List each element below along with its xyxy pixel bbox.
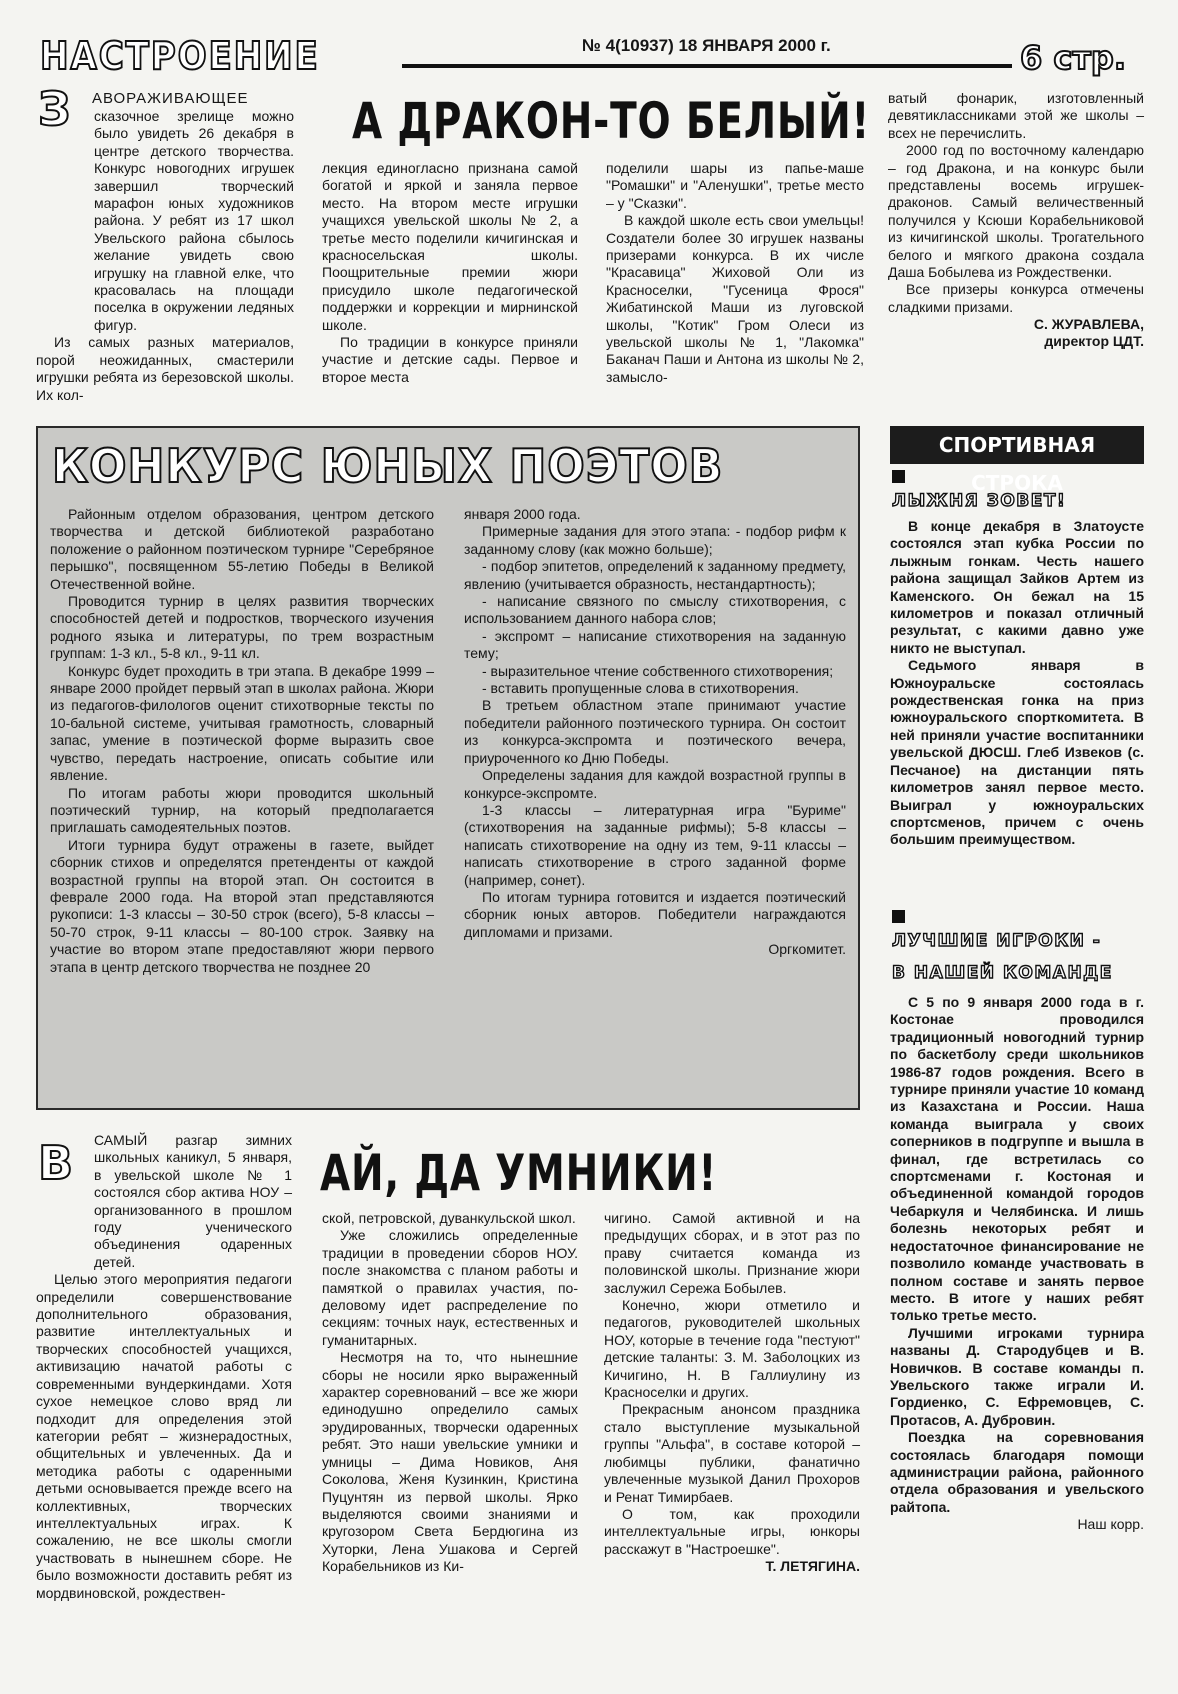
- dragon-col-1: [36, 108, 294, 404]
- paragraph: - вставить пропущенные слова в стихотворения.: [482, 680, 799, 697]
- paragraph: Лучшими игроками турнира названы Д. Стародубцев и В. Новичков. В составе команды п. Увельского также играли И. Гордиенко, С. Ефремовцев, С. Протасов, А. Дубровин.: [890, 1324, 1144, 1428]
- poets-col-1: [50, 506, 434, 976]
- dropcap: В: [38, 1136, 74, 1190]
- paragraph: Все призеры конкурса отмечены сладкими призами.: [888, 281, 1144, 315]
- dragon-col-4: [888, 90, 1144, 350]
- paragraph: - экспромт – написание стихотворения на заданную тему;: [464, 627, 846, 662]
- paragraph: января 2000 года.: [464, 506, 581, 522]
- paragraph: 1-3 классы – литературная игра "Буриме" (стихотворения на заданные рифмы); 5-8 классы – написать стихотворение на одну из тем, 9-11 классы – написать стихотворение в строго заданной форме (например, сонет).: [464, 801, 846, 888]
- sport-title-ski: ЛЫЖНЯ ЗОВЕТ!: [892, 491, 1067, 511]
- headline-smart: АЙ, ДА УМНИКИ!: [320, 1144, 718, 1202]
- paragraph: Конкурс будет проходить в три этапа. В декабре 1999 – январе 2000 пройдет первый этап в школах района. Жюри из педагогов-филологов оценит стихотворные тексты по 10-бальной системе, учитывая грамотность, словарный запас, умение в поэтической форме выразить свое чувство, передать настроение, описать событие или явление.: [50, 662, 434, 784]
- headline-dragon: А ДРАКОН-ТО БЕЛЫЙ!: [352, 92, 871, 150]
- paragraph: ватый фонарик, изготовленный девятиклассниками этой же школы – всех не перечислить.: [888, 90, 1144, 141]
- sport-story-basket: [890, 994, 1144, 1533]
- paragraph: Из самых разных материалов, порой неожиданных, смастерили игрушки ребята из березовской школы. Их кол-: [36, 334, 294, 403]
- signature-role: директор ЦДТ.: [1044, 333, 1144, 350]
- signature-name: С. ЖУРАВЛЕВА,: [1033, 316, 1144, 333]
- paragraph: - выразительное чтение собственного стихотворения;: [482, 662, 834, 679]
- sport-story-ski: [890, 518, 1144, 849]
- paragraph: - подбор эпитетов, определений к заданному предмету, явлению (учитывается образность, нестандартность);: [464, 558, 846, 592]
- paragraph: О том, как проходили интеллектуальные игры, юнкоры расскажут в "Настроешке".: [604, 1505, 860, 1557]
- sport-title-basket-2: В НАШЕЙ КОМАНДЕ: [892, 963, 1113, 983]
- paragraph: лекция единогласно признана самой богатой и яркой и заняла первое место. На втором месте игрушки учащихся увельской школы № 2, а третье место поделили кичигинская и красносельская школы. Поощрительные премии жюри присудило школе педагогической поддержки и коррекции и мирнинской школе.: [322, 160, 578, 333]
- paragraph: Определены задания для каждой возрастной группы в конкурсе-экспромте.: [464, 767, 846, 801]
- paragraph: чигино. Самой активной и на предыдущих сборах, и в этот раз по праву считается команда из половинской школы. Признание жюри заслужил Сережа Бобылев.: [604, 1210, 860, 1296]
- sport-title-basket-1: ЛУЧШИЕ ИГРОКИ -: [892, 931, 1102, 951]
- sport-rubric: СПОРТИВНАЯ СТРОКА: [890, 426, 1144, 464]
- paragraph: 2000 год по восточному календарю – год Дракона, и на конкурс были представлены восемь игрушек-драконов. Самый величественный получился у Ксюши Корабельниковой из кичигинской школы. Трогательного белого и мягкого дракона создала Даша Бобылева из Рождественки.: [888, 142, 1144, 281]
- bullet-square: [892, 470, 905, 483]
- paragraph: Районным отделом образования, центром детского творчества и детской библиотекой разработано положение о районном поэтическом турнире "Серебряное перышко", посвященном 55-летию Победы в Великой Отечественной войне.: [50, 506, 434, 592]
- paragraph: Несмотря на то, что нынешние сборы не носили ярко выраженный характер соревнований – все же жюри единодушно определило самых эрудированных, творчески одаренных ребят. Это наши увельские умники и умницы – Дима Новиков, Аня Соколова, Женя Кузинкин, Кристина Пуцунтян из первой школы. Ярко выделяются своими знаниями и кругозором Света Бердюгина из Хуторки, Лена Ушакова и Сергей Корабельников из Ки-: [322, 1349, 578, 1575]
- paragraph: В конце декабря в Златоусте состоялся этап кубка России по лыжным гонкам. Честь нашего района защищал Зайков Артем из Каменского. Он бежал на 15 километров и показал отличный результат, с какими давно уже никто не выступал.: [890, 518, 1144, 656]
- paragraph: В каждой школе есть свои умельцы! Создатели более 30 игрушек названы призерами конкурса. В их числе "Красавица" Жиховой Оли из Красноселки, "Гусеница Фрося" Жибатинской Маши из луговской школы, "Котик" Гром Олеси из увельской школы № 1, "Лакомка" Баканач Паши и Антона из школы № 2, замысло-: [606, 212, 864, 385]
- paragraph: Примерные задания для этого этапа: - подбор рифм к заданному слову (как можно больше);: [464, 523, 846, 557]
- paragraph: По итогам работы жюри проводится школьный поэтический турнир, на который предполагается приглашать самодеятельных поэтов.: [50, 784, 434, 836]
- paragraph: В третьем областном этапе принимают участие победители районного поэтического турнира. Он состоит из конкурса-экспромта и поэтического вечера, приуроченного ко Дню Победы.: [464, 697, 846, 766]
- section-rubric: НАСТРОЕНИЕ: [40, 34, 320, 78]
- smart-col-2: [322, 1210, 578, 1576]
- paragraph: Седьмого января в Южноуральске состоялась рождественская гонка на приз южноуральского спорткомитета. В ней приняли участие воспитанники увельской ДЮСШ. Глеб Извеков (с. Песчаное) на дистанции пять километров занял первое место. Выиграл у южноуральских спортсменов, причем с очень большим преимуществом.: [890, 657, 1144, 848]
- page-number: 6 стр.: [1020, 39, 1126, 77]
- bullet-square: [892, 910, 905, 923]
- paragraph: ской, петровской, дуванкульской школ.: [322, 1210, 576, 1226]
- smart-col-1: [36, 1132, 292, 1602]
- paragraph: поделили шары из папье-маше "Ромашки" и "Аленушки", третье место – у "Сказки".: [606, 160, 864, 211]
- signature: Наш корр.: [1077, 1516, 1144, 1533]
- poets-col-2: [464, 506, 846, 958]
- paragraph: Целью этого мероприятия педагоги определили совершенствование дополнительного образования, развитие интеллектуальных и творческих способностей учащихся, активизацию начатой работы с современными вундеркиндами. Хотя сухое немецкое слово вряд ли подходит для определения этой категории ребят – жизнерадостных, общительных и увлеченных. Да и методика работы с одаренными детьми основывается прежде всего на коллективных, творческих интеллектуальных играх. К сожалению, не все школы смогли участвовать в нынешнем сборе. Не было возможности доставить ребят из мордвиновской, рождествен-: [36, 1271, 292, 1601]
- dropcap: З: [38, 82, 71, 136]
- paragraph: САМЫЙ разгар зимних школьных каникул, 5 января, в увельской школе № 1 состоялся сбор актива НОУ – организованного в прошлом году ученического объединения одаренных детей.: [94, 1132, 292, 1270]
- paragraph: Прекрасным анонсом праздника стало выступление музыкальной группы "Альфа", в составе которой – любимцы публики, фанатично увлеченные музыкой Данил Прохоров и Ренат Тимирбаев.: [604, 1401, 860, 1505]
- paragraph: Конечно, жюри отметило и педагогов, руководителей школьных НОУ, которые в течение года "пестуют" детские таланты: З. М. Заболоцких из Кичигино, Н. В Галлиулину из Красноселки и других.: [604, 1297, 860, 1401]
- signature: Т. ЛЕТЯГИНА.: [765, 1558, 860, 1575]
- smart-col-3: [604, 1210, 860, 1575]
- paragraph: Уже сложились определенные традиции в проведении сборов НОУ. после знакомства с планом работы и памяткой о правилах участия, по-деловому идет распределение по секциям: точных наук, естественных и гуманитарных.: [322, 1227, 578, 1348]
- paragraph: По традиции в конкурсе приняли участие и детские сады. Первое и второе места: [322, 334, 578, 385]
- paragraph: Проводится турнир в целях развития творческих способностей детей и подростков, творческого изучения родного языка и литературы, по трем возрастным группам: 1-3 кл., 5-8 кл., 9-11 кл.: [50, 593, 434, 662]
- headline-poets: КОНКУРС ЮНЫХ ПОЭТОВ: [52, 439, 724, 493]
- paragraph: По итогам турнира готовится и издается поэтический сборник юных авторов. Победители награждаются дипломами и призами.: [464, 888, 846, 940]
- dragon-col-3: [606, 160, 864, 386]
- paragraph: - написание связного по смыслу стихотворения, с использованием данного набора слов;: [464, 593, 846, 627]
- dragon-col-2: [322, 160, 578, 386]
- paragraph: Поездка на соревнования состоялась благодаря помощи администрации района, районного отдела образования и увельского райтопа.: [890, 1429, 1144, 1515]
- paragraph: Итоги турнира будут отражены в газете, выйдет сборник стихов и определятся претенденты от каждой возрастной группы на второй этап. Он состоится в феврале 2000 года. На второй этап представляются рукописи: 1-3 классы – 30-50 строк (всего), 5-8 классы – 50-70 строк, 9-11 классы – 80-100 строк. Заявку на участие во втором этапе предоставляют жюри первого этапа в центр детского творчества не позднее 20: [50, 836, 434, 975]
- header-rule: [402, 64, 1012, 68]
- paragraph: сказочное зрелище можно было увидеть 26 декабря в центре детского творчества. Конкурс новогодних игрушек завершил творческий марафон юных художников района. У ребят из 17 школ Увельского района сбылось желание увидеть свою игрушку на главной елке, что красовалась на площади поселка в окружении ледяных фигур.: [94, 108, 294, 333]
- issue-info: № 4(10937) 18 ЯНВАРЯ 2000 г.: [582, 36, 831, 55]
- article-lead: АВОРАЖИВАЮЩЕЕ: [92, 90, 249, 107]
- signature: Оргкомитет.: [768, 941, 846, 958]
- paragraph: С 5 по 9 января 2000 года в г. Костонае проводился традиционный новогодний турнир по баскетболу среди школьников 1986-87 годов рождения. Всего в турнире приняли участие 10 команд из Казахстана и России. Наша команда выиграла у своих соперников в подгруппе и вышла в финал, где встретилась со спортсменами г. Костоная и объединенной командой городов Чебаркуля и Челябинска. И лишь болезнь некоторых ребят и недостаточное финансирование не позволило команде участвовать в полном составе и занять первое место. В итоге у наших ребят только третье место.: [890, 994, 1144, 1324]
